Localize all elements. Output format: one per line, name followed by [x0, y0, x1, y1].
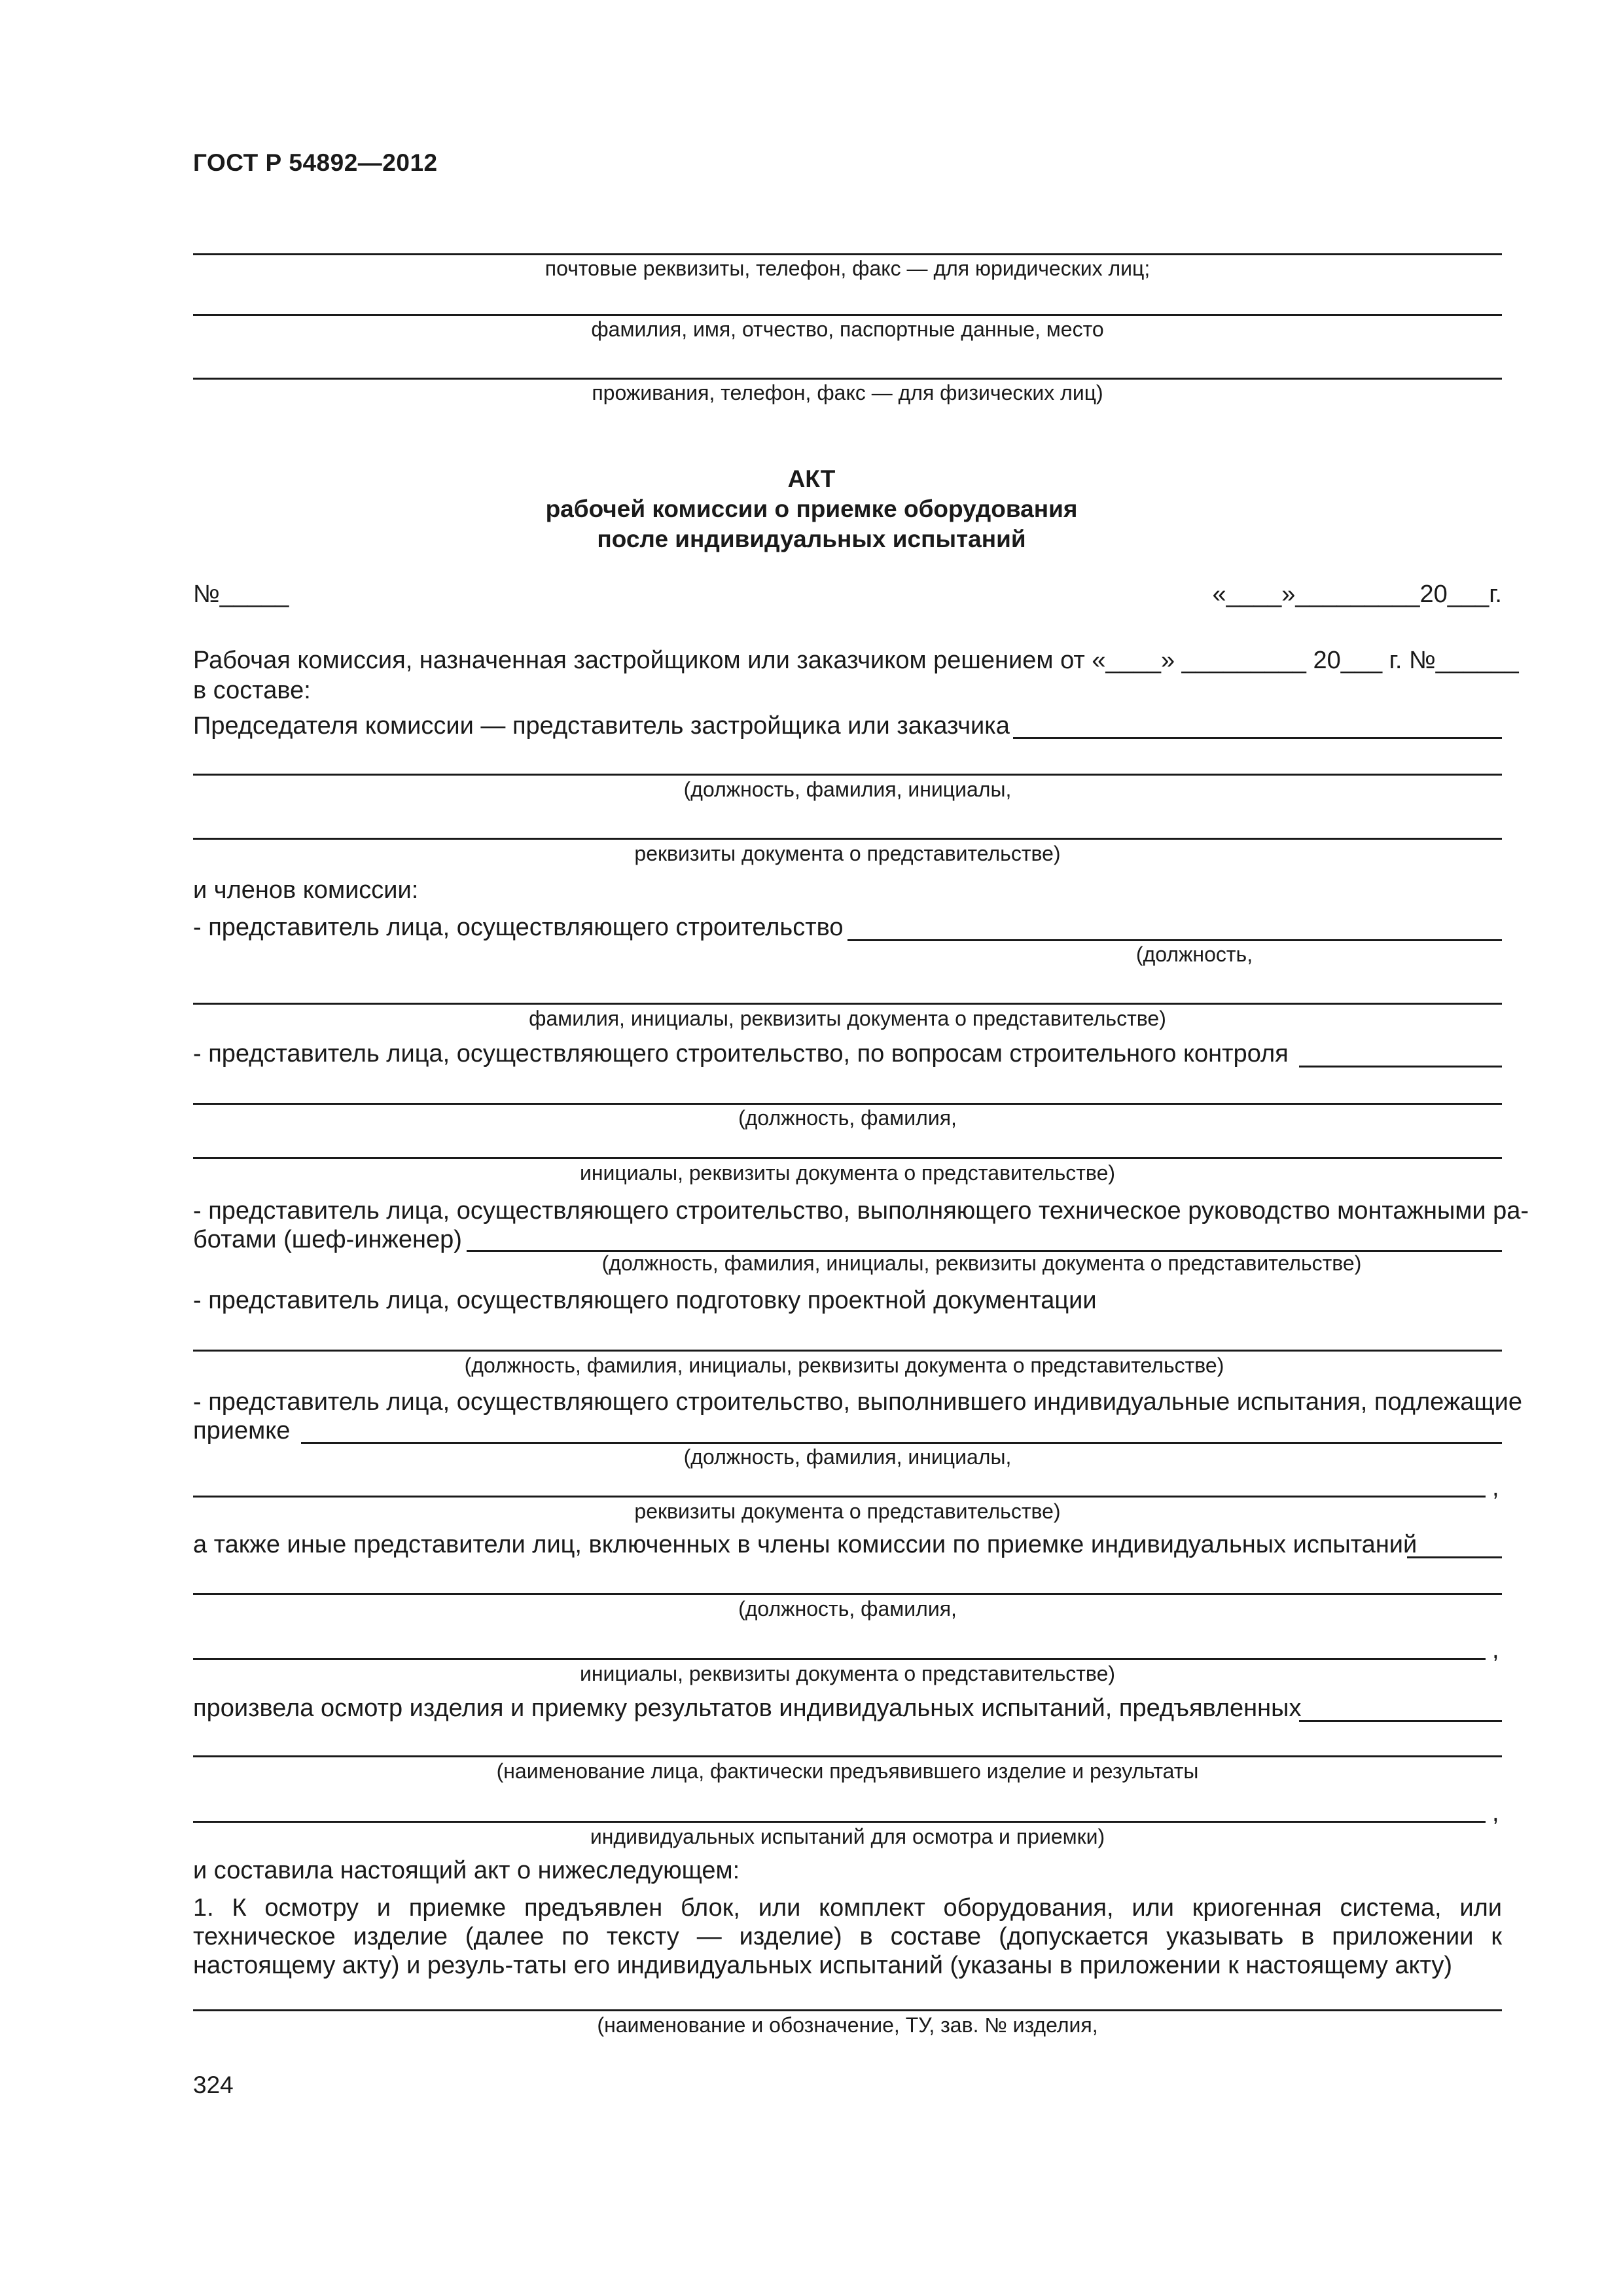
member-4-label: - представитель лица, осуществляющего подготовку проектной документации	[193, 1287, 1097, 1314]
caption: (должность, фамилия, инициалы, реквизиты документа о представительстве)	[601, 1251, 1362, 1275]
comma: ,	[1492, 1474, 1499, 1501]
fill-line	[193, 1821, 1486, 1823]
page-number: 324	[193, 2072, 234, 2098]
fill-line	[1013, 737, 1502, 739]
caption: фамилия, инициалы, реквизиты документа о представительстве)	[529, 1007, 1166, 1030]
act-subtitle: рабочей комиссии о приемке оборудования	[545, 495, 1078, 522]
document-code: ГОСТ Р 54892—2012	[193, 149, 438, 176]
fill-line	[193, 1496, 1486, 1498]
fill-line	[193, 253, 1502, 255]
fill-line	[193, 1003, 1502, 1005]
fill-line	[301, 1442, 1502, 1444]
act-title: АКТ	[787, 465, 836, 492]
fill-line	[193, 2009, 1502, 2011]
member-3-label: - представитель лица, осуществляющего строительство, выполняющего техническое руководство монтажными ра-	[193, 1197, 1529, 1225]
member-3-label-cont: ботами (шеф-инженер)	[193, 1226, 462, 1253]
fill-line	[1299, 1720, 1502, 1722]
caption: (должность, фамилия, инициалы,	[683, 1445, 1012, 1469]
inspection-label: произвела осмотр изделия и приемку результатов индивидуальных испытаний, предъявленных	[193, 1695, 1302, 1722]
item-1-paragraph: 1. К осмотру и приемке предъявлен блок, или комплект оборудования, или криогенная система, или техническое изделие (далее по тексту — изделие) в составе (допускается указывать в приложении к настоящему акту) и резуль-таты его индивидуальных испытаний (указаны в приложении к настоящему акту)	[193, 1894, 1502, 1979]
caption: инициалы, реквизиты документа о представительстве)	[579, 1662, 1116, 1685]
fill-line	[1299, 1066, 1502, 1067]
comma: ,	[1492, 1636, 1499, 1664]
caption: проживания, телефон, факс — для физических лиц)	[592, 381, 1103, 404]
members-intro: и членов комиссии:	[193, 876, 419, 904]
fill-line	[193, 1593, 1502, 1595]
others-label: а также иные представители лиц, включенных в члены комиссии по приемке индивидуальных испытаний	[193, 1531, 1418, 1558]
caption: почтовые реквизиты, телефон, факс — для юридических лиц;	[544, 257, 1150, 280]
chairman-label: Председателя комиссии — представитель застройщика или заказчика	[193, 712, 1010, 740]
caption: (наименование лица, фактически предъявившего изделие и результаты	[496, 1759, 1199, 1783]
caption: инициалы, реквизиты документа о представительстве)	[579, 1161, 1116, 1185]
commission-intro-2: в составе:	[193, 677, 311, 704]
fill-line	[193, 1350, 1502, 1352]
caption: (должность,	[1135, 942, 1253, 966]
member-2-label: - представитель лица, осуществляющего строительство, по вопросам строительного контроля	[193, 1040, 1289, 1067]
fill-line	[193, 774, 1502, 776]
caption: (должность, фамилия, инициалы,	[683, 778, 1012, 801]
member-5-label-cont: приемке	[193, 1417, 291, 1444]
caption: индивидуальных испытаний для осмотра и приемки)	[590, 1825, 1105, 1848]
fill-line	[193, 1157, 1502, 1159]
drawn-up-label: и составила настоящий акт о нижеследующем:	[193, 1857, 740, 1884]
act-date-field: «____»_________20___г.	[1212, 581, 1502, 608]
fill-line	[193, 1755, 1502, 1757]
fill-line	[193, 378, 1502, 380]
caption: фамилия, имя, отчество, паспортные данные, место	[591, 317, 1104, 341]
act-subtitle: после индивидуальных испытаний	[597, 526, 1026, 552]
comma: ,	[1492, 1799, 1499, 1827]
fill-line	[847, 939, 1502, 941]
caption: (наименование и обозначение, ТУ, зав. № изделия,	[597, 2013, 1098, 2037]
caption: (должность, фамилия,	[738, 1597, 957, 1621]
fill-line	[193, 314, 1502, 316]
caption: (должность, фамилия, инициалы, реквизиты документа о представительстве)	[464, 1354, 1224, 1377]
act-number-field: №_____	[193, 581, 289, 608]
fill-line	[1407, 1556, 1502, 1558]
fill-line	[193, 838, 1502, 840]
member-1-label: - представитель лица, осуществляющего строительство	[193, 914, 844, 941]
caption: реквизиты документа о представительстве)	[634, 842, 1061, 865]
fill-line	[193, 1658, 1486, 1660]
member-5-label: - представитель лица, осуществляющего строительство, выполнившего индивидуальные испытания, подлежащие	[193, 1388, 1522, 1416]
fill-line	[193, 1103, 1502, 1105]
caption: (должность, фамилия,	[738, 1106, 957, 1130]
commission-intro: Рабочая комиссия, назначенная застройщиком или заказчиком решением от «____» _________ 20___ г. №______	[193, 647, 1519, 674]
caption: реквизиты документа о представительстве)	[634, 1499, 1061, 1523]
